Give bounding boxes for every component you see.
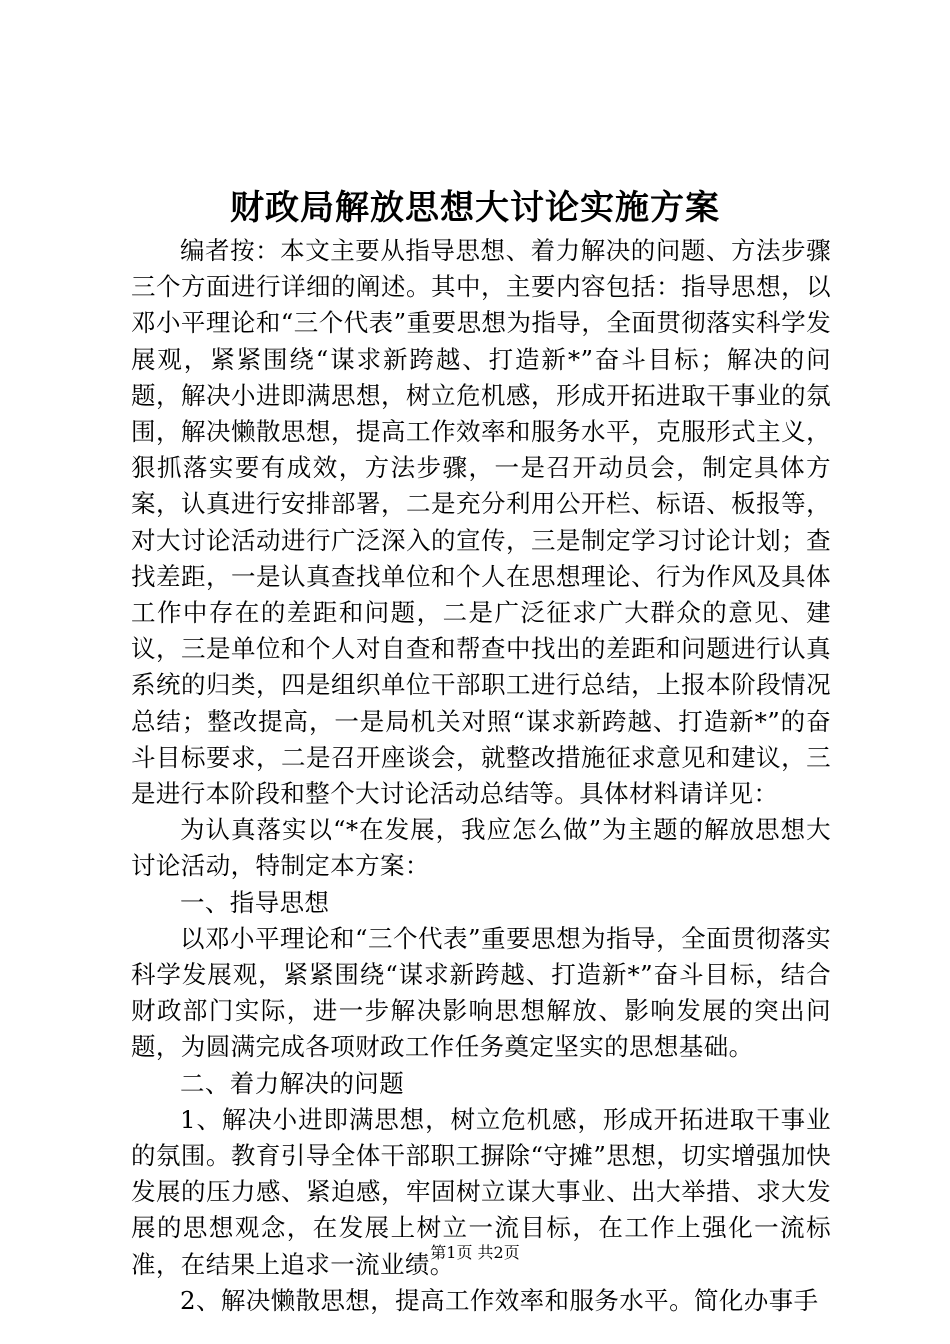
problem-item-1: 1、解决小进即满思想，树立危机感，形成开拓进取干事业的氛围。教育引导全体干部职工摒除“守摊”思想，切实增强加快发展的压力感、紧迫感，牢固树立谋大事业、出大举措、求大发展的思想观念，在发展上树立一流目标，在工作上强化一流标准，在结果上追求一流业绩。	[131, 1104, 831, 1279]
document-title: 财政局解放思想大讨论实施方案	[230, 188, 720, 228]
page-footer: 第1页 共2页	[430, 1243, 520, 1262]
problem-item-2: 2、解决懒散思想，提高工作效率和服务水平。简化办事手	[180, 1285, 819, 1315]
section-heading-problems: 二、着力解决的问题	[180, 1068, 405, 1098]
section-heading-guiding-thought: 一、指导思想	[180, 887, 330, 917]
guiding-thought-paragraph: 以邓小平理论和“三个代表”重要思想为指导，全面贯彻落实科学发展观，紧紧围绕“谋求新跨越、打造新*”奋斗目标，结合财政部门实际，进一步解决影响思想解放、影响发展的突出问题，为圆满完成各项财政工作任务奠定坚实的思想基础。	[131, 923, 831, 1062]
intro-paragraph: 为认真落实以“*在发展，我应怎么做”为主题的解放思想大讨论活动，特制定本方案：	[131, 815, 831, 881]
document-body	[131, 233, 831, 1319]
editor-note-paragraph: 编者按：本文主要从指导思想、着力解决的问题、方法步骤三个方面进行详细的阐述。其中，主要内容包括：指导思想，以邓小平理论和“三个代表”重要思想为指导，全面贯彻落实科学发展观，紧紧围绕“谋求新跨越、打造新*”奋斗目标；解决的问题，解决小进即满思想，树立危机感，形成开拓进取干事业的氛围，解决懒散思想，提高工作效率和服务水平，克服形式主义，狠抓落实要有成效，方法步骤，一是召开动员会，制定具体方案，认真进行安排部署，二是充分利用公开栏、标语、板报等，对大讨论活动进行广泛深入的宣传，三是制定学习讨论计划；查找差距，一是认真查找单位和个人在思想理论、行为作风及具体工作中存在的差距和问题，二是广泛征求广大群众的意见、建议，三是单位和个人对自查和帮查中找出的差距和问题进行认真系统的归类，四是组织单位干部职工进行总结，上报本阶段情况总结；整改提高，一是局机关对照“谋求新跨越、打造新*”的奋斗目标要求，二是召开座谈会，就整改措施征求意见和建议，三是进行本阶段和整个大讨论活动总结等。具体材料请详见：	[131, 236, 831, 809]
